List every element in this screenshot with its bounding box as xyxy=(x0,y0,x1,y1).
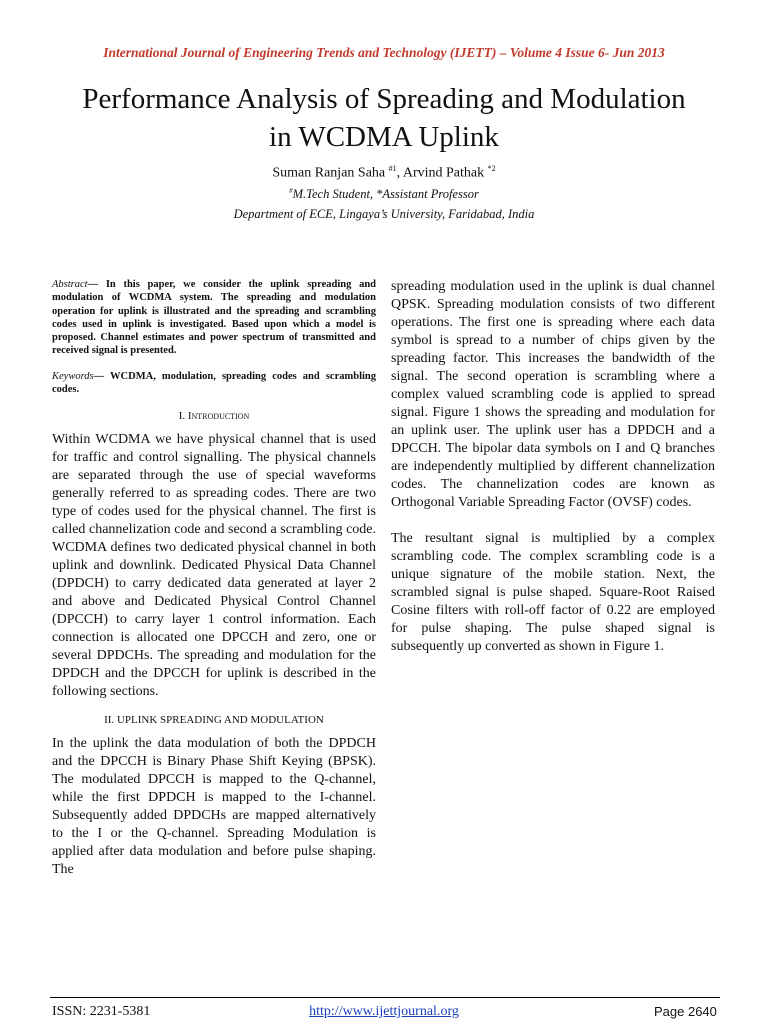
author-2-mark: *2 xyxy=(487,164,496,173)
affiliation-text: M.Tech Student, *Assistant Professor xyxy=(292,187,479,202)
section-heading-uplink: II. UPLINK SPREADING AND MODULATION xyxy=(104,714,324,727)
department: Department of ECE, Lingaya’s University, Faridabad, India xyxy=(233,207,535,221)
keywords-label: Keywords xyxy=(52,370,94,382)
keywords xyxy=(52,370,376,397)
journal-url-link[interactable]: http://www.ijettjournal.org xyxy=(309,1004,459,1019)
page-number: Page 2640 xyxy=(654,1004,717,1019)
abstract xyxy=(52,278,376,358)
abstract-label: Abstract xyxy=(52,279,88,290)
abstract-text: — In this paper, we consider the uplink spreading and modulation of WCDMA system. The spreading and modulation operation for uplink is illustrated and the spreading and scrambling codes used in uplink is investigated. Based upon which a model is proposed. Channel estimates and power spectrum of transmitted and received signal is presented. xyxy=(52,279,376,357)
left-column xyxy=(52,278,376,889)
title-line-2: in WCDMA Uplink xyxy=(269,121,499,153)
affiliation-mark: # xyxy=(289,187,293,195)
author-1: Suman Ranjan Saha xyxy=(272,165,389,181)
issn: ISSN: 2231-5381 xyxy=(52,1004,151,1019)
uplink-paragraph: In the uplink the data modulation of both the DPDCH and the DPCCH is Binary Phase Shift Keying (BPSK). The modulated DPCCH is mapped to the Q-channel, while the first DPDCH is mapped to the I-channel. Subsequently added DPDCHs are mapped alternatively to the I or the Q-channel. Spreading Modulation is applied after data modulation and before pulse shaping. The xyxy=(52,736,376,878)
keywords-text: — WCDMA, modulation, spreading codes and scrambling codes. xyxy=(52,370,376,396)
introduction-paragraph: Within WCDMA we have physical channel that is used for traffic and control signalling. The physical channels are separated through the use of special waveforms generally referred to as spreading codes. There are two type of codes used for the physical channel. The first is called channelization code and second a scrambling code. WCDMA defines two dedicated physical channel in both uplink and downlink. Dedicated Physical Data Channel (DPDCH) to carry dedicated data generated at layer 2 and above and Dedicated Physical Control Channel (DPCCH) to carry layer 1 control information. Each connection is allocated one DPCCH and zero, one or several DPDCHs. The spreading and modulation for the DPDCH and the DPCCH for uplink is described in the following sections. xyxy=(52,432,376,700)
title-line-1: Performance Analysis of Spreading and Modulation xyxy=(82,83,686,115)
journal-header: International Journal of Engineering Trends and Technology (IJETT) – Volume 4 Issue 6- Jun 2013 xyxy=(103,45,665,60)
authors xyxy=(0,164,768,182)
footer-divider xyxy=(50,997,720,998)
paper-title xyxy=(30,80,738,156)
right-column xyxy=(391,278,715,674)
author-separator: , Arvind Pathak xyxy=(396,165,488,181)
section-heading-introduction: I. Introduction xyxy=(178,410,250,423)
scrambling-paragraph: The resultant signal is multiplied by a complex scrambling code. The complex scrambling code is a unique signature of the mobile station. Next, the scrambled signal is pulse shaped. Square-Root Raised Cosine filters with roll-off factor of 0.22 are employed for pulse shaping. The pulse shaped signal is subsequently up converted as shown in Figure 1. xyxy=(391,531,715,654)
author-1-mark: #1 xyxy=(388,164,397,173)
spreading-paragraph: spreading modulation used in the uplink is dual channel QPSK. Spreading modulation consists of two different operations. The first one is spreading where each data symbol is spread to a number of chips given by the spreading factor. This increases the bandwidth of the signal. The second operation is scrambling where a complex valued scrambling code is applied to spread signal. Figure 1 shows the spreading and modulation for an uplink user. The uplink user has a DPDCH and a DPCCH. The bipolar data symbols on I and Q branches are independently multiplied by different channelization codes. The channelization codes are known as Orthogonal Variable Spreading Factor (OVSF) codes. xyxy=(391,279,715,510)
affiliation xyxy=(0,187,768,202)
